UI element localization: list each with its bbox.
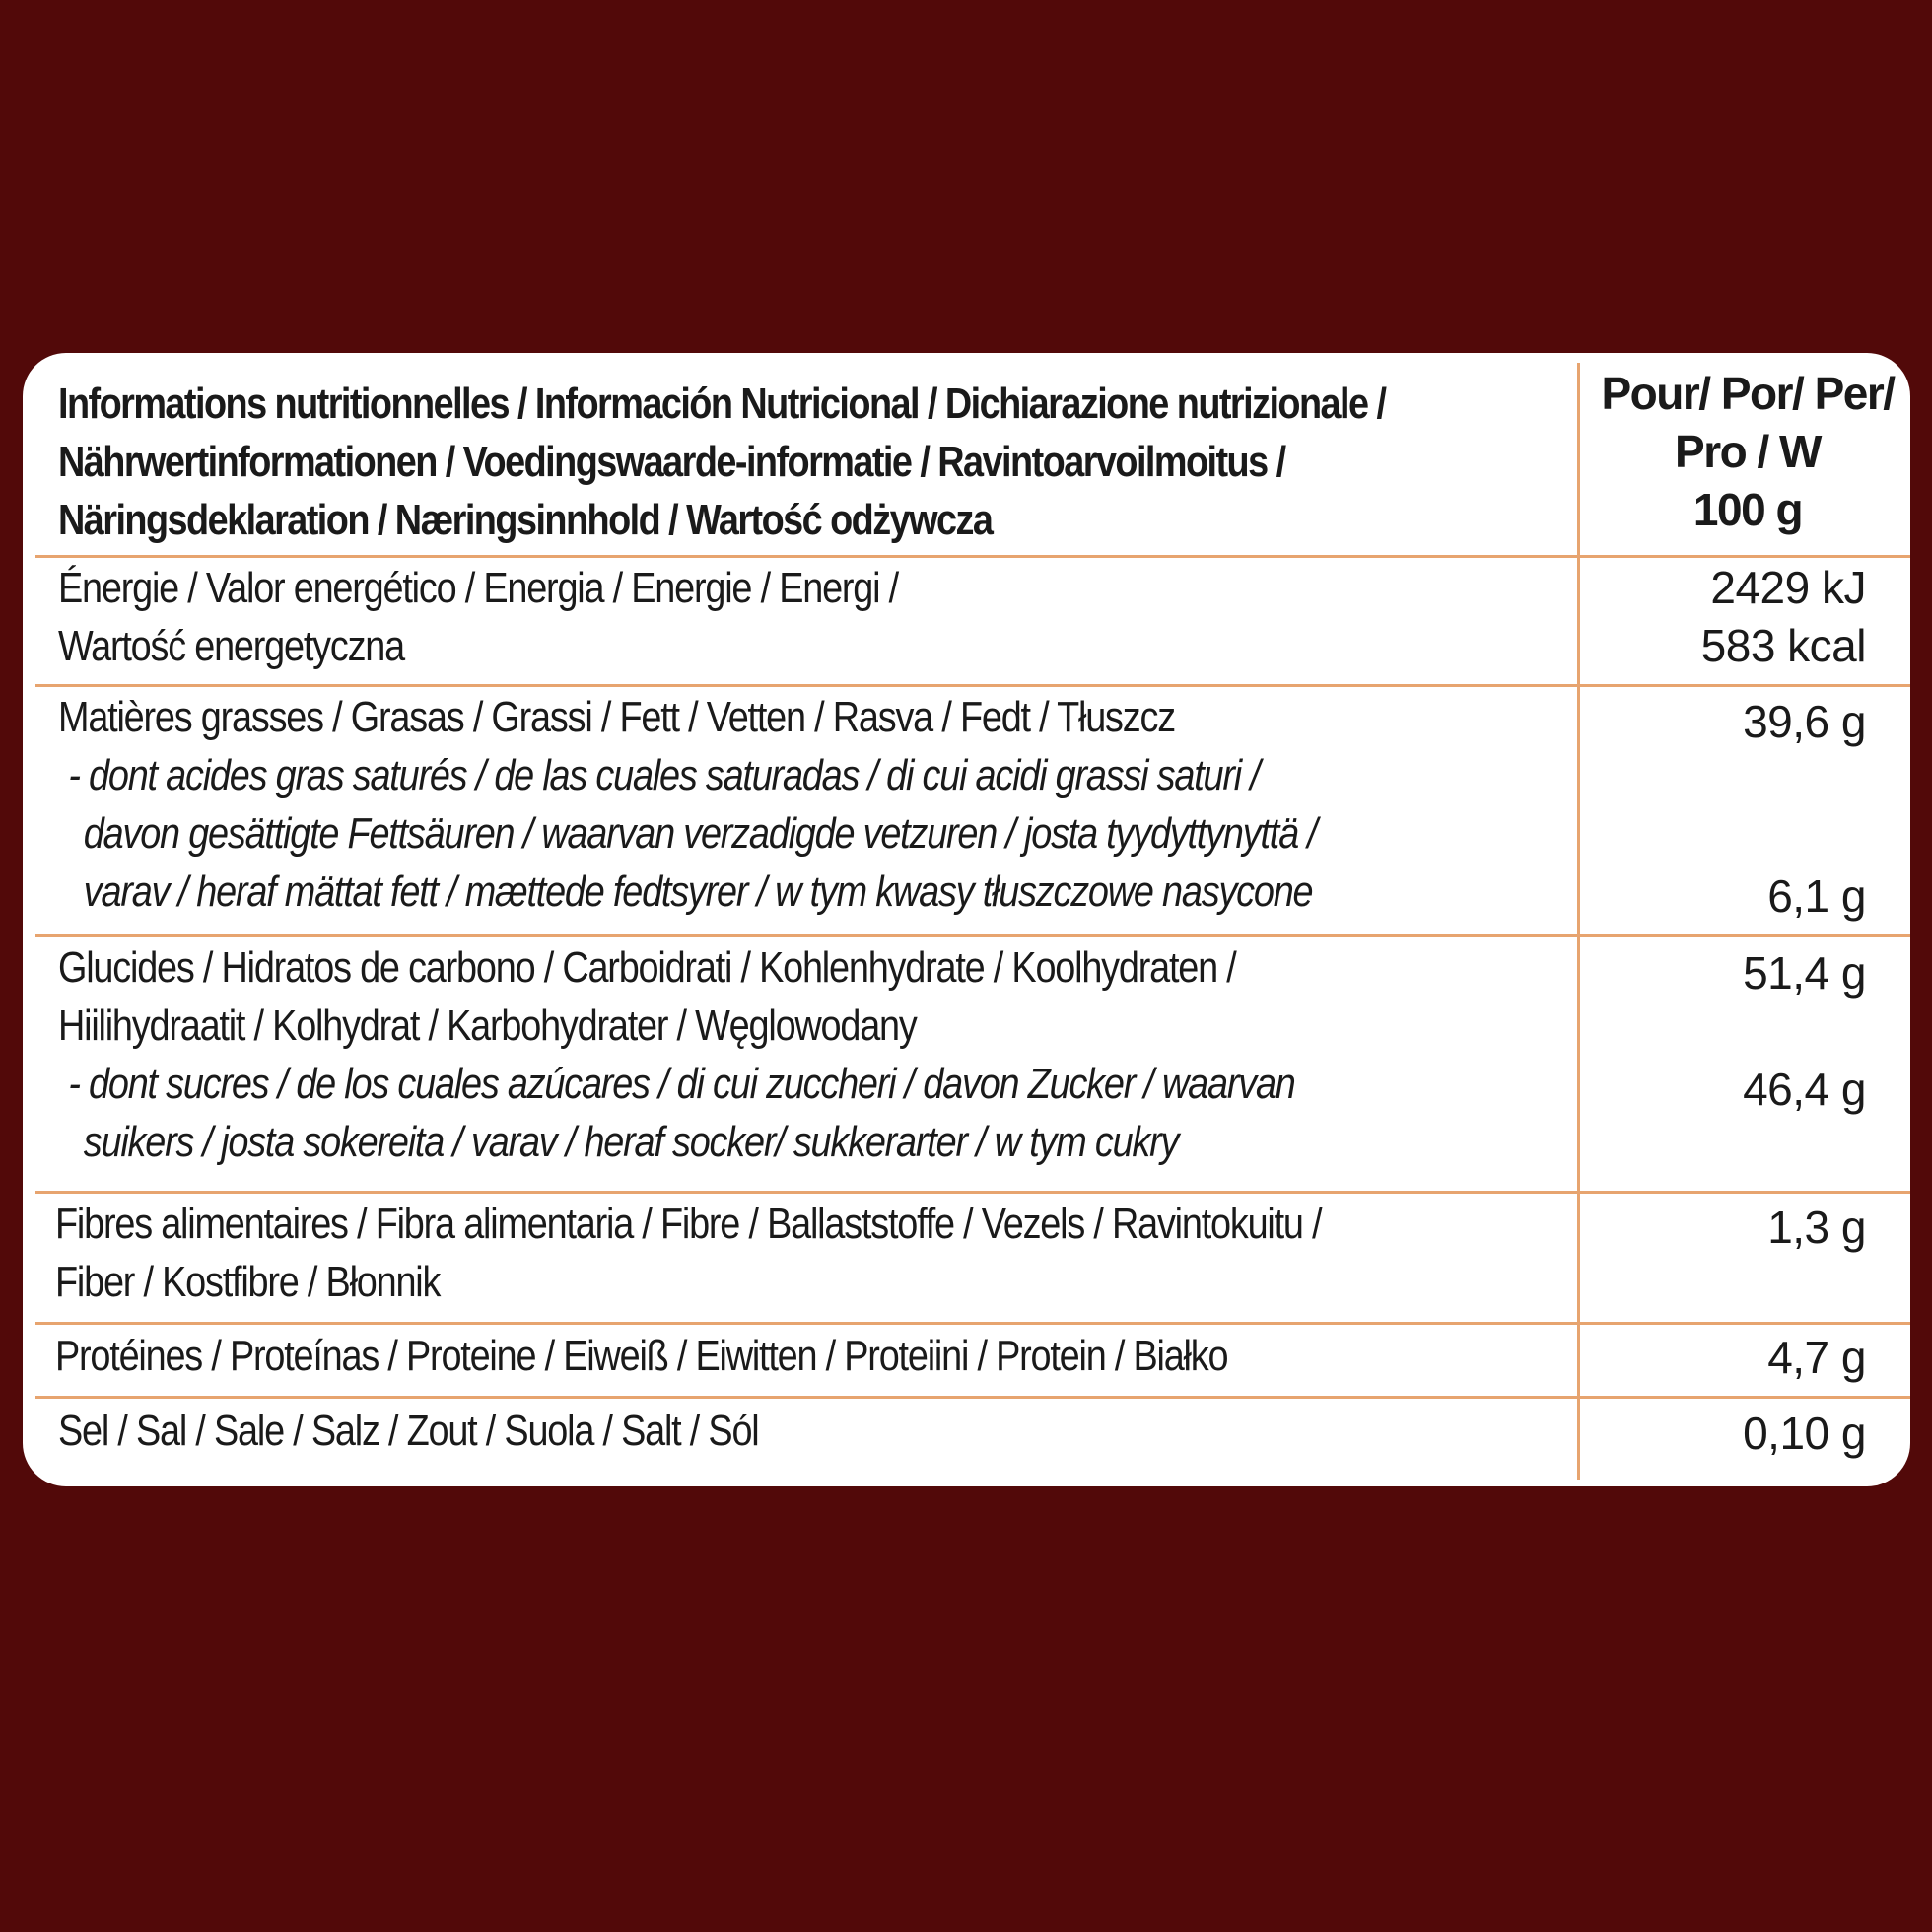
fat-label-line: Matières grasses / Grasas / Grassi / Fett / Vetten / Rasva / Fedt / Tłuszcz bbox=[58, 693, 1175, 741]
fibre-label bbox=[55, 1195, 1344, 1311]
sugars-value: 46,4 g bbox=[1743, 1064, 1866, 1115]
energy-label bbox=[58, 559, 1346, 675]
fibre-label-line: Fibres alimentaires / Fibra alimentaria / Fibre / Ballaststoffe / Vezels / Ravintokuitu / bbox=[55, 1200, 1322, 1248]
salt-value: 0,10 g bbox=[1743, 1408, 1866, 1459]
per-header-line: Pour/ Por/ Per/ bbox=[1601, 368, 1895, 419]
sugars-label-line: - dont sucres / de los cuales azúcares / di cui zuccheri / davon Zucker / waarvan bbox=[68, 1060, 1295, 1108]
sugars-label-line: suikers / josta sokereita / varav / heraf socker/ sukkerarter / w tym cukry bbox=[83, 1118, 1179, 1166]
saturated-fat-label-line: - dont acides gras saturés / de las cuales saturadas / di cui acidi grassi saturi / bbox=[68, 751, 1260, 799]
carbohydrate-label bbox=[58, 938, 1346, 1171]
saturated-fat-value: 6,1 g bbox=[1767, 870, 1866, 922]
fat-value: 39,6 g bbox=[1743, 696, 1866, 747]
per-100g-header bbox=[1600, 365, 1896, 539]
row-divider bbox=[35, 684, 1910, 687]
saturated-fat-label-line: davon gesättigte Fettsäuren / waarvan verzadigde vetzuren / josta tyydyttynyttä / bbox=[83, 809, 1317, 858]
carbohydrate-value: 51,4 g bbox=[1743, 947, 1866, 999]
fat-label bbox=[58, 688, 1346, 921]
row-divider bbox=[35, 1191, 1910, 1194]
fibre-value: 1,3 g bbox=[1767, 1202, 1866, 1253]
energy-kj-value: 2429 kJ bbox=[1710, 562, 1866, 613]
protein-label: Protéines / Proteínas / Proteine / Eiweiß / Eiwitten / Proteiini / Protein / Białko bbox=[55, 1332, 1228, 1380]
per-header-line: 100 g bbox=[1692, 484, 1803, 535]
row-divider bbox=[35, 555, 1910, 558]
energy-label-line: Wartość energetyczna bbox=[58, 622, 404, 670]
header-title-line: Nährwertinformationen / Voedingswaarde-informatie / Ravintoarvoilmoitus / bbox=[58, 438, 1285, 486]
carbohydrate-label-line: Glucides / Hidratos de carbono / Carboidrati / Kohlenhydrate / Koolhydraten / bbox=[58, 943, 1236, 992]
header-title-line: Näringsdeklaration / Næringsinnhold / Wartość odżywcza bbox=[58, 496, 993, 544]
energy-label-line: Énergie / Valor energético / Energia / Energie / Energi / bbox=[58, 564, 898, 612]
protein-value: 4,7 g bbox=[1767, 1332, 1866, 1383]
row-divider bbox=[35, 1396, 1910, 1399]
table-header-title bbox=[58, 375, 1386, 549]
row-divider bbox=[35, 1322, 1910, 1325]
saturated-fat-label-line: varav / heraf mättat fett / mættede fedtsyrer / w tym kwasy tłuszczowe nasycone bbox=[83, 867, 1313, 916]
carbohydrate-label-line: Hiilihydraatit / Kolhydrat / Karbohydrater / Węglowodany bbox=[58, 1001, 917, 1050]
energy-kcal-value: 583 kcal bbox=[1700, 620, 1866, 671]
nutrition-table bbox=[23, 353, 1910, 1486]
row-divider bbox=[35, 934, 1910, 937]
fibre-label-line: Fiber / Kostfibre / Błonnik bbox=[55, 1258, 441, 1306]
header-title-line: Informations nutritionnelles / Información Nutricional / Dichiarazione nutrizionale / bbox=[58, 380, 1386, 428]
salt-label: Sel / Sal / Sale / Salz / Zout / Suola / Salt / Sól bbox=[58, 1407, 759, 1455]
column-divider bbox=[1577, 363, 1580, 1480]
per-header-line: Pro / W bbox=[1675, 426, 1821, 477]
energy-value bbox=[1590, 559, 1866, 675]
